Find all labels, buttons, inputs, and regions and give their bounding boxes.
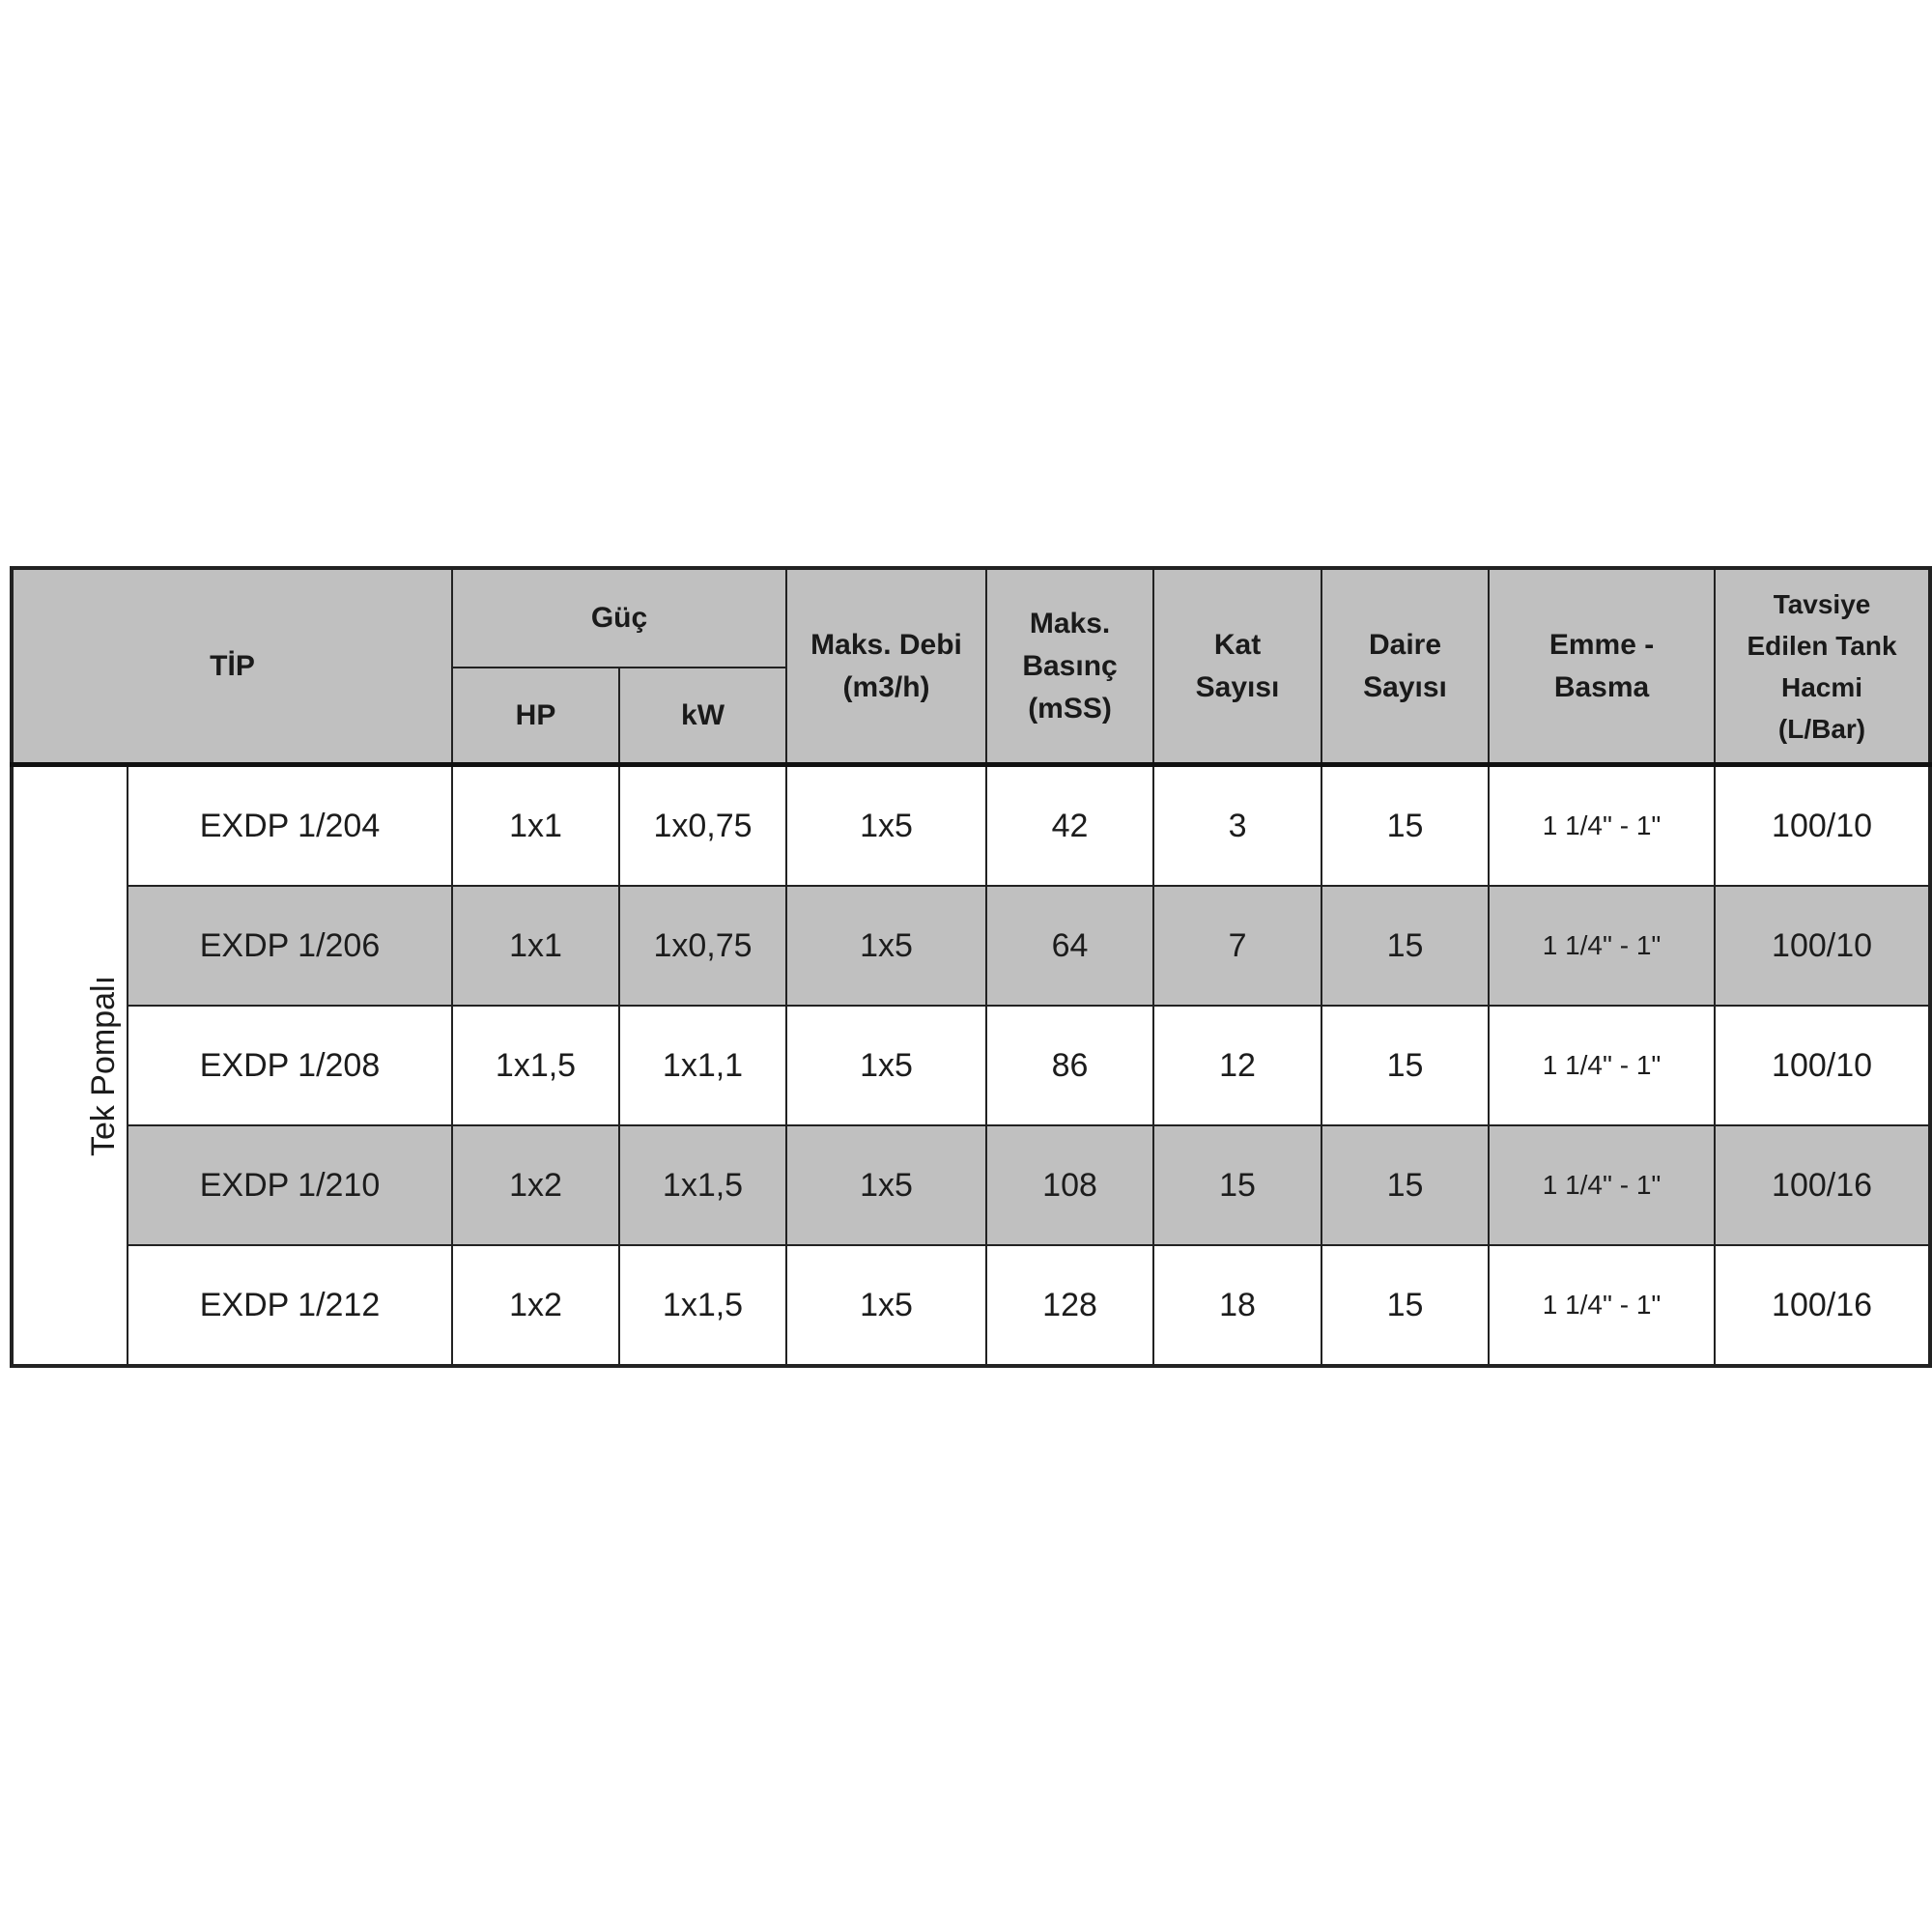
cell-debi: 1x5 — [786, 886, 986, 1006]
cell-tip: EXDP 1/204 — [128, 765, 452, 887]
header-hp: HP — [452, 668, 619, 765]
cell-basinc: 108 — [986, 1125, 1153, 1245]
cell-tank: 100/10 — [1715, 765, 1930, 887]
cell-daire: 15 — [1321, 1245, 1489, 1366]
cell-tip: EXDP 1/212 — [128, 1245, 452, 1366]
table-row — [12, 886, 1930, 1006]
cell-kat: 7 — [1153, 886, 1321, 1006]
header-basinc: Maks. Basınç (mSS) — [986, 568, 1153, 765]
table-row — [12, 1125, 1930, 1245]
header-guc: Güç — [452, 568, 786, 668]
table-row — [12, 1245, 1930, 1366]
pump-spec-table — [10, 566, 1932, 1368]
header-daire: Daire Sayısı — [1321, 568, 1489, 765]
cell-kw: 1x0,75 — [619, 886, 786, 1006]
cell-kw: 1x1,5 — [619, 1245, 786, 1366]
header-emme: Emme - Basma — [1489, 568, 1715, 765]
cell-kw: 1x1,1 — [619, 1006, 786, 1125]
cell-hp: 1x1 — [452, 886, 619, 1006]
cell-daire: 15 — [1321, 1125, 1489, 1245]
cell-emme: 1 1/4" - 1" — [1489, 886, 1715, 1006]
header-tip: TİP — [12, 568, 452, 765]
cell-emme: 1 1/4" - 1" — [1489, 1125, 1715, 1245]
cell-kw: 1x1,5 — [619, 1125, 786, 1245]
cell-emme: 1 1/4" - 1" — [1489, 1245, 1715, 1366]
cell-basinc: 64 — [986, 886, 1153, 1006]
cell-hp: 1x1 — [452, 765, 619, 887]
cell-emme: 1 1/4" - 1" — [1489, 765, 1715, 887]
cell-daire: 15 — [1321, 765, 1489, 887]
cell-debi: 1x5 — [786, 765, 986, 887]
cell-tank: 100/16 — [1715, 1125, 1930, 1245]
cell-basinc: 86 — [986, 1006, 1153, 1125]
header-tank: Tavsiye Edilen Tank Hacmi (L/Bar) — [1715, 568, 1930, 765]
table-row — [12, 765, 1930, 887]
header-kat: Kat Sayısı — [1153, 568, 1321, 765]
cell-tip: EXDP 1/206 — [128, 886, 452, 1006]
cell-tank: 100/10 — [1715, 1006, 1930, 1125]
cell-kat: 15 — [1153, 1125, 1321, 1245]
cell-tip: EXDP 1/210 — [128, 1125, 452, 1245]
cell-tank: 100/16 — [1715, 1245, 1930, 1366]
cell-debi: 1x5 — [786, 1245, 986, 1366]
group-label-cell — [12, 765, 128, 1367]
cell-kw: 1x0,75 — [619, 765, 786, 887]
cell-daire: 15 — [1321, 886, 1489, 1006]
header-debi: Maks. Debi (m3/h) — [786, 568, 986, 765]
cell-debi: 1x5 — [786, 1125, 986, 1245]
group-label: Tek Pompalı — [85, 975, 123, 1156]
cell-kat: 3 — [1153, 765, 1321, 887]
cell-kat: 12 — [1153, 1006, 1321, 1125]
cell-daire: 15 — [1321, 1006, 1489, 1125]
header-kw: kW — [619, 668, 786, 765]
cell-hp: 1x2 — [452, 1125, 619, 1245]
cell-debi: 1x5 — [786, 1006, 986, 1125]
cell-emme: 1 1/4" - 1" — [1489, 1006, 1715, 1125]
cell-tank: 100/10 — [1715, 886, 1930, 1006]
cell-kat: 18 — [1153, 1245, 1321, 1366]
cell-hp: 1x1,5 — [452, 1006, 619, 1125]
cell-basinc: 42 — [986, 765, 1153, 887]
cell-basinc: 128 — [986, 1245, 1153, 1366]
table-row — [12, 1006, 1930, 1125]
cell-tip: EXDP 1/208 — [128, 1006, 452, 1125]
cell-hp: 1x2 — [452, 1245, 619, 1366]
